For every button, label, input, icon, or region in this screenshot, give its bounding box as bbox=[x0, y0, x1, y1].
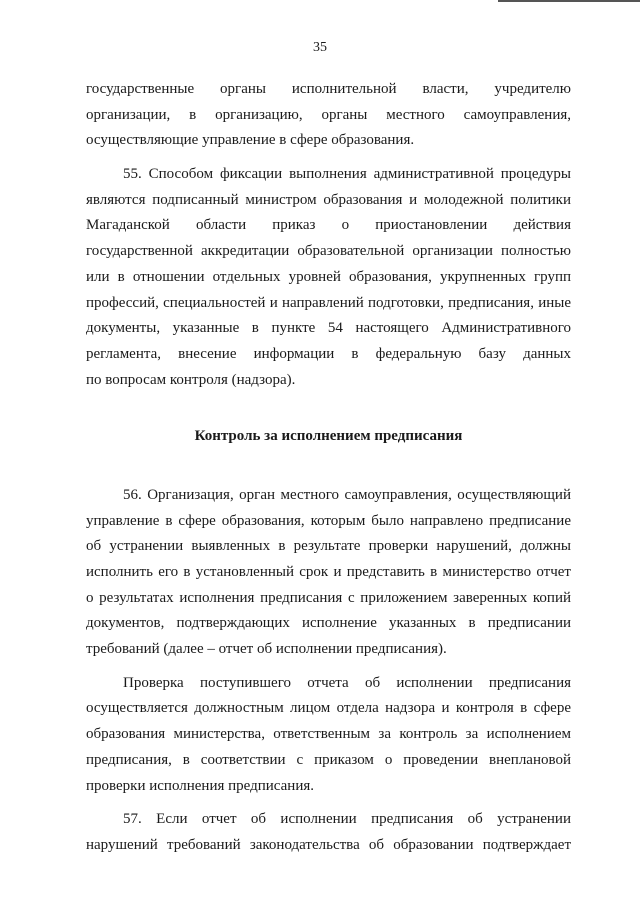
paragraph-57 bbox=[86, 807, 571, 858]
text-line: 57. Если отчет об исполнении предписания об устранении bbox=[123, 811, 571, 828]
text-line: государственные органы исполнительной власти, учредителю bbox=[86, 81, 571, 97]
text-line: документы, указанные в пункте 54 настоящего Административного bbox=[86, 320, 571, 337]
paragraph-56 bbox=[86, 483, 571, 663]
text-line: или в отношении отдельных уровней образования, укрупненных групп bbox=[86, 268, 571, 285]
text-line: государственной аккредитации образовательной организации полностью bbox=[86, 243, 571, 260]
text-line: исполнить его в установленный срок и представить в министерство отчет bbox=[86, 564, 571, 580]
section-heading: Контроль за исполнением предписания bbox=[194, 428, 463, 445]
text-line: требований (далее – отчет об исполнении предписания). bbox=[86, 641, 447, 658]
text-line: проверки исполнения предписания. bbox=[86, 777, 315, 794]
text-line: профессий, специальностей и направлений подготовки, предписания, иные bbox=[86, 294, 571, 311]
page-number: 35 bbox=[313, 40, 327, 55]
text-line: об устранении выявленных в результате проверки нарушений, должны bbox=[86, 538, 571, 555]
text-line: регламента, внесение информации в федеральную базу данных bbox=[86, 345, 571, 362]
paragraph-intro-continuation bbox=[86, 77, 571, 154]
text-line: 56. Организация, орган местного самоуправления, осуществляющий bbox=[123, 486, 571, 503]
text-line: нарушений требований законодательства об образовании подтверждает bbox=[86, 836, 571, 853]
top-edge-rule bbox=[498, 0, 640, 2]
paragraph-check bbox=[86, 671, 571, 799]
text-line: Магаданской области приказ о приостановлении действия bbox=[86, 217, 571, 234]
text-line: являются подписанный министром образования и молодежной политики bbox=[86, 191, 571, 208]
document-body bbox=[86, 77, 571, 859]
text-line: осуществляется должностным лицом отдела надзора и контроля в сфере bbox=[86, 700, 571, 717]
paragraph-55 bbox=[86, 162, 571, 393]
text-line: образования министерства, ответственным за контроль за исполнением bbox=[86, 726, 571, 743]
text-line: организации, в организацию, органы местного самоуправления, bbox=[86, 106, 571, 123]
text-line: предписания, в соответствии с приказом о проведении внеплановой bbox=[86, 751, 571, 768]
text-line: о результатах исполнения предписания с приложением заверенных копий bbox=[86, 589, 571, 606]
text-line: осуществляющие управление в сфере образования. bbox=[86, 132, 415, 149]
text-line: 55. Способом фиксации выполнения административной процедуры bbox=[123, 166, 571, 183]
text-line: по вопросам контроля (надзора). bbox=[86, 371, 296, 388]
text-line: Проверка поступившего отчета об исполнении предписания bbox=[123, 674, 571, 691]
text-line: управление в сфере образования, которым было направлено предписание bbox=[86, 512, 571, 529]
text-line: документов, подтверждающих исполнение указанных в предписании bbox=[86, 615, 571, 632]
